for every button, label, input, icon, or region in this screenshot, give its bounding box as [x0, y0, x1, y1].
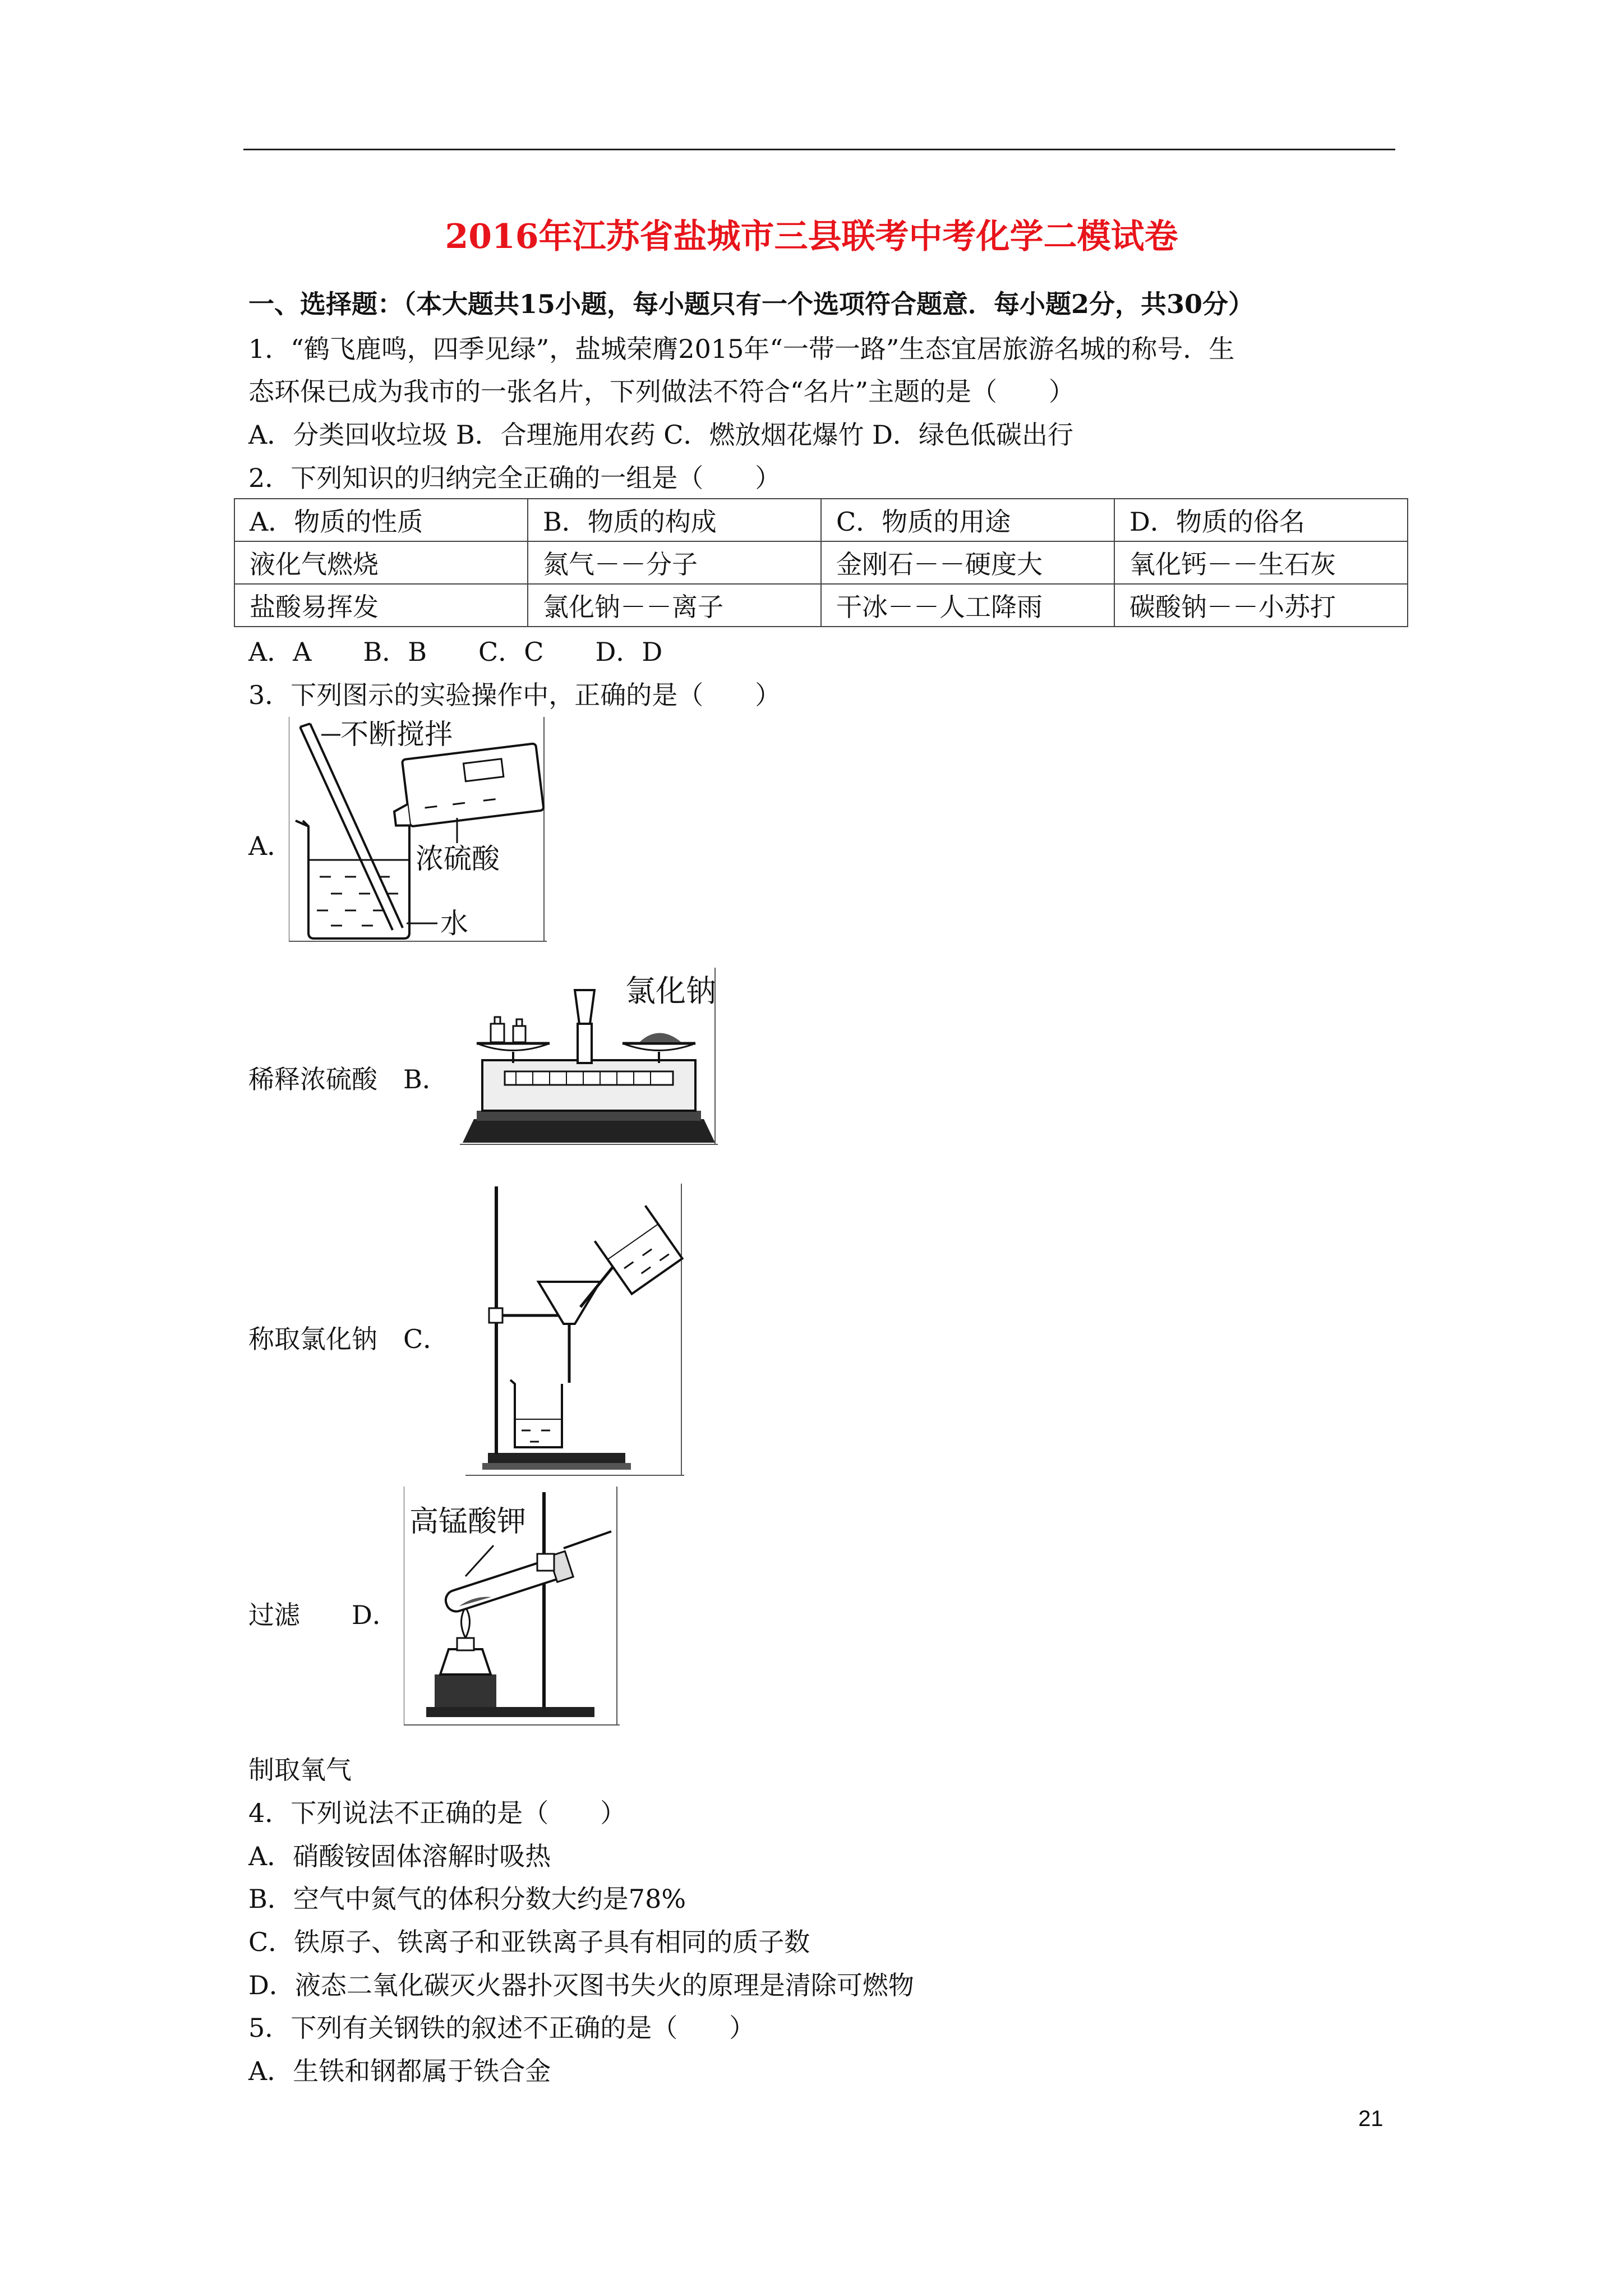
- caption-text: 稀释浓硫酸: [248, 1064, 377, 1094]
- table-cell: D．物质的俗名: [1114, 499, 1408, 541]
- q2-stem: 2．下列知识的归纳完全正确的一组是（ ）: [248, 463, 781, 493]
- table-cell: 碳酸钠－－小苏打: [1114, 584, 1408, 627]
- stir-label: 不断搅拌: [340, 718, 453, 751]
- caption-text: 称取氯化钠: [248, 1324, 377, 1354]
- table-cell: 氯化钠－－离子: [528, 584, 821, 627]
- q3-figA-caption: [248, 1061, 448, 1097]
- q3-figD-caption: 制取氧气: [248, 1755, 352, 1785]
- table-cell: B．物质的构成: [528, 499, 821, 541]
- q1-line2: 态环保已成为我市的一张名片，下列做法不符合“名片”主题的是（ ）: [248, 376, 1075, 407]
- table-row: [234, 499, 1408, 541]
- q4-option-b: B．空气中氮气的体积分数大约是78%: [248, 1884, 686, 1914]
- q4-option-d: D．液态二氧化碳灭火器扑灭图书失火的原理是清除可燃物: [248, 1970, 914, 2000]
- table-cell: 盐酸易挥发: [234, 584, 528, 627]
- q2-table: [234, 498, 1408, 627]
- oxygen-prep-figure: [404, 1487, 620, 1728]
- water-label: 水: [440, 907, 468, 940]
- q3-stem: 3．下列图示的实验操作中，正确的是（ ）: [248, 680, 781, 710]
- table-cell: 氮气－－分子: [528, 541, 821, 584]
- q3-figC-label: C．: [403, 1324, 449, 1354]
- header-rule: [243, 149, 1395, 150]
- acid-label: 浓硫酸: [416, 843, 500, 875]
- section-heading: 一、选择题：（本大题共15小题，每小题只有一个选项符合题意．每小题2分，共30分）: [248, 289, 1255, 319]
- caption-text: 过滤: [248, 1600, 300, 1630]
- balance-figure: [460, 968, 718, 1147]
- q4-option-c: C．铁原子、铁离子和亚铁离子具有相同的质子数: [248, 1927, 810, 1957]
- salt-label: 氯化钠: [625, 973, 716, 1009]
- q3-figD-label: D．: [352, 1600, 398, 1630]
- table-row: [234, 584, 1408, 627]
- q2-options: A．A B．B C．C D．D: [248, 637, 663, 667]
- table-cell: A．物质的性质: [234, 499, 528, 541]
- table-cell: C．物质的用途: [821, 499, 1114, 541]
- q3-figB-label: B．: [403, 1064, 448, 1094]
- dilute-acid-figure: [289, 717, 547, 944]
- table-cell: 氧化钙－－生石灰: [1114, 541, 1408, 584]
- table-cell: 干冰－－人工降雨: [821, 584, 1114, 627]
- table-cell: 液化气燃烧: [234, 541, 528, 584]
- table-row: [234, 541, 1408, 584]
- q1-line1: 1．“鹤飞鹿鸣，四季见绿”，盐城荣膺2015年“一带一路”生态宜居旅游名城的称号．生: [248, 334, 1235, 364]
- q3-figB-caption: [248, 1321, 449, 1357]
- kmno4-label: 高锰酸钾: [409, 1505, 527, 1539]
- table-cell: 金刚石－－硬度大: [821, 541, 1114, 584]
- exam-title: 2016年江苏省盐城市三县联考中考化学二模试卷: [445, 217, 1178, 256]
- q3-figA-label: A．: [248, 831, 293, 861]
- q1-options: A．分类回收垃圾 B．合理施用农药 C．燃放烟花爆竹 D．绿色低碳出行: [248, 420, 1073, 450]
- filtration-figure: [465, 1184, 684, 1478]
- page-number: 21: [1358, 2106, 1384, 2131]
- q4-stem: 4．下列说法不正确的是（ ）: [248, 1798, 626, 1828]
- q4-option-a: A．硝酸铵固体溶解时吸热: [248, 1841, 551, 1871]
- q5-option-a: A．生铁和钢都属于铁合金: [248, 2056, 551, 2086]
- q3-figC-caption: [248, 1597, 398, 1633]
- q5-stem: 5．下列有关钢铁的叙述不正确的是（ ）: [248, 2013, 755, 2043]
